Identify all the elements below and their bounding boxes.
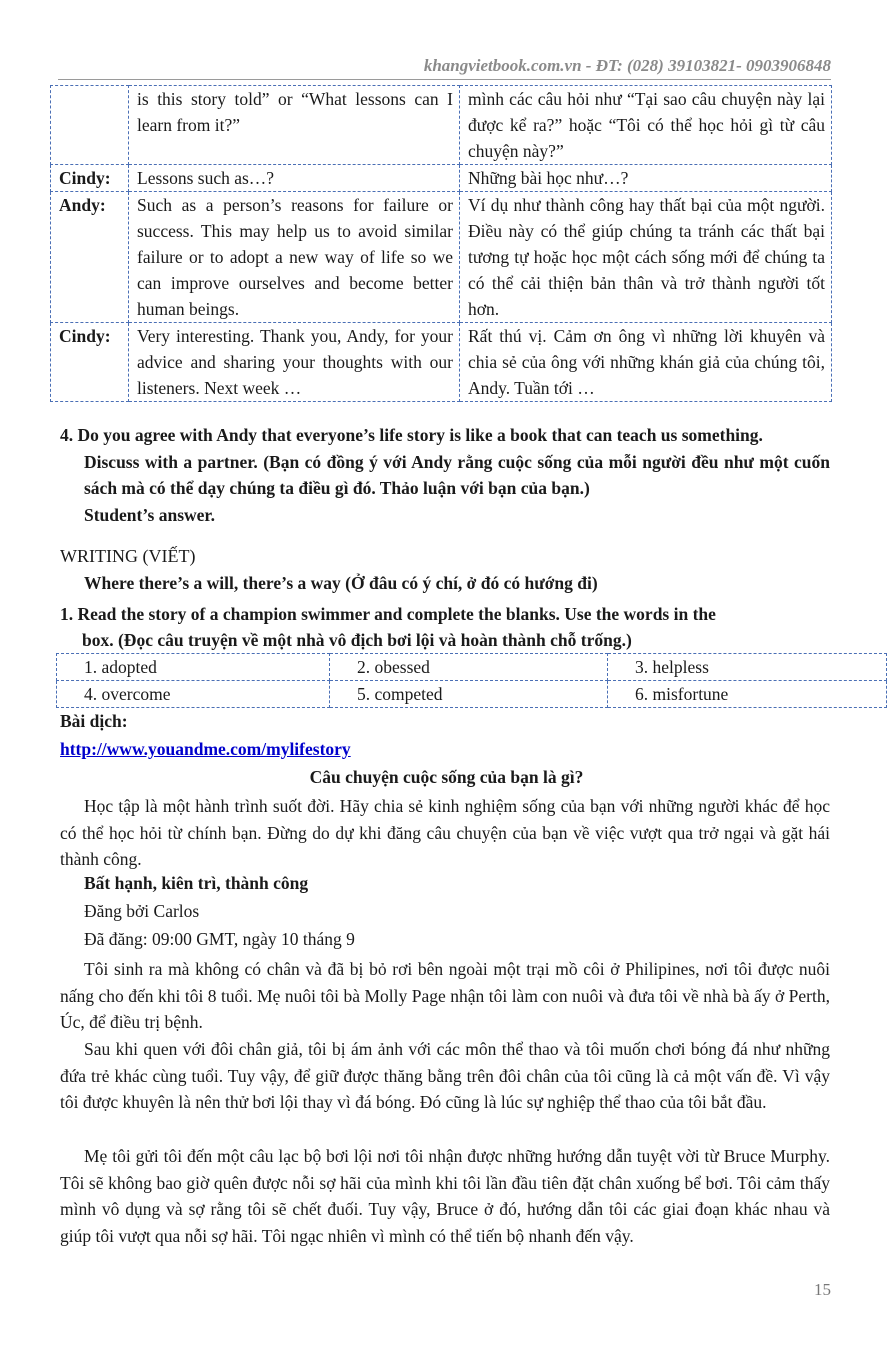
story-title: Câu chuyện cuộc sống của bạn là gì?	[309, 767, 584, 787]
english-cell: Lessons such as…?	[129, 165, 460, 192]
writing-subtitle: Where there’s a will, there’s a way (Ở đâu có ý chí, ở đó có hướng đi)	[84, 573, 598, 593]
word-box-item: 5. competed	[330, 681, 608, 708]
vietnamese-cell: Rất thú vị. Cảm ơn ông vì những lời khuyên và chia sẻ của ông với những khán giả của chúng tôi, Andy. Tuần tới …	[460, 323, 832, 402]
english-cell: is this story told” or “What lessons can I learn from it?”	[129, 86, 460, 165]
word-box-item: 3. helpless	[608, 654, 887, 681]
word-box-item: 4. overcome	[57, 681, 330, 708]
word-box-item: 1. adopted	[57, 654, 330, 681]
story-heading: Bất hạnh, kiên trì, thành công	[84, 873, 309, 893]
translation-label: Bài dịch:	[60, 711, 128, 731]
vietnamese-cell: Ví dụ như thành công hay thất bại của một người. Điều này có thể giúp chúng ta tránh các thất bại tương tự hoặc học một cách sống mới để chúng ta có thể cải thiện bản thân và trở thành người tốt hơn.	[460, 192, 832, 323]
header-site: khangvietbook.com.vn - ĐT: (028) 39103821- 0903906848	[423, 56, 831, 75]
speaker-cell: Andy:	[51, 192, 129, 323]
writing-question-1-line1: 1. Read the story of a champion swimmer and complete the blanks. Use the words in the	[60, 604, 716, 624]
table-row	[51, 192, 832, 323]
table-row	[57, 681, 887, 708]
table-row	[51, 323, 832, 402]
table-row	[57, 654, 887, 681]
word-box-item: 6. misfortune	[608, 681, 887, 708]
page-number: 15	[814, 1280, 831, 1299]
vietnamese-cell: mình các câu hỏi như “Tại sao câu chuyện này lại được kể ra?” hoặc “Tôi có thể học hỏi gì từ câu chuyện này?”	[460, 86, 832, 165]
speaker-cell: Cindy:	[51, 165, 129, 192]
table-row	[51, 165, 832, 192]
dialogue-table	[50, 85, 832, 402]
english-cell: Very interesting. Thank you, Andy, for your advice and sharing your thoughts with our listeners. Next week …	[129, 323, 460, 402]
paragraph-1: Tôi sinh ra mà không có chân và đã bị bỏ rơi bên ngoài một trại mồ côi ở Philipines, nơi tôi được nuôi nấng cho đến khi tôi 8 tuổi. Mẹ nuôi tôi bà Molly Page nhận tôi làm con nuôi và đưa tôi về nhà bà ấy ở Perth, Úc, để điều trị bệnh.	[60, 959, 830, 1032]
intro-paragraph: Học tập là một hành trình suốt đời. Hãy chia sẻ kinh nghiệm sống của bạn với những người khác để học có thể học hỏi từ chính bạn. Đừng do dự khi đăng câu chuyện của bạn về việc vượt qua trở ngại và gặt hái thành công.	[60, 796, 830, 869]
posted-at: Đã đăng: 09:00 GMT, ngày 10 tháng 9	[84, 929, 355, 949]
question-4-line2: Discuss with a partner. (Bạn có đồng ý với Andy rằng cuộc sống của mỗi người đều như một cuốn sách mà có thể dạy chúng ta điều gì đó. Thảo luận với bạn của bạn.)	[84, 451, 830, 498]
question-4	[60, 422, 830, 528]
header-divider	[58, 79, 831, 80]
english-cell: Such as a person’s reasons for failure or success. This may help us to avoid similar failure or to adopt a new way of life so we can improve ourselves and become better human beings.	[129, 192, 460, 323]
paragraph-2: Sau khi quen với đôi chân giả, tôi bị ám ảnh với các môn thể thao và tôi muốn chơi bóng đá như những đứa trẻ khác cùng tuổi. Tuy vậy, để giữ được thăng bằng trên đôi chân của tôi cũng là cả một vấn đề. Vì vậy tôi được khuyên là nên thử bơi lội thay vì đá bóng. Đó cũng là lúc sự nghiệp thể thao của tôi bắt đầu.	[60, 1039, 830, 1112]
posted-by: Đăng bởi Carlos	[84, 901, 200, 921]
question-4-answer: Student’s answer.	[84, 504, 215, 525]
speaker-cell: Cindy:	[51, 323, 129, 402]
word-box	[56, 653, 887, 708]
table-row	[51, 86, 832, 165]
speaker-cell	[51, 86, 129, 165]
writing-question-1	[60, 601, 830, 653]
question-4-line1: 4. Do you agree with Andy that everyone’s life story is like a book that can teach us something.	[60, 425, 763, 445]
word-box-item: 2. obessed	[330, 654, 608, 681]
writing-title: WRITING (VIẾT)	[60, 546, 196, 566]
writing-question-1-line2: box. (Đọc câu truyện về một nhà vô địch bơi lội và hoàn thành chỗ trống.)	[82, 630, 632, 650]
story-link[interactable]: http://www.youandme.com/mylifestory	[60, 739, 351, 759]
paragraph-3: Mẹ tôi gửi tôi đến một câu lạc bộ bơi lội nơi tôi nhận được những hướng dẫn tuyệt vời từ Bruce Murphy. Tôi sẽ không bao giờ quên được nỗi sợ hãi của mình khi tôi lần đầu tiên đặt chân xuống bể bơi. Tôi cảm thấy mình vô dụng và sợ rằng tôi sẽ chết đuối. Tuy vậy, Bruce ở đó, hướng dẫn tôi các giai đoạn khác nhau và giúp tôi vượt qua nỗi sợ hãi. Tôi ngạc nhiên vì mình có thể tiến bộ nhanh đến vậy.	[60, 1146, 830, 1246]
vietnamese-cell: Những bài học như…?	[460, 165, 832, 192]
